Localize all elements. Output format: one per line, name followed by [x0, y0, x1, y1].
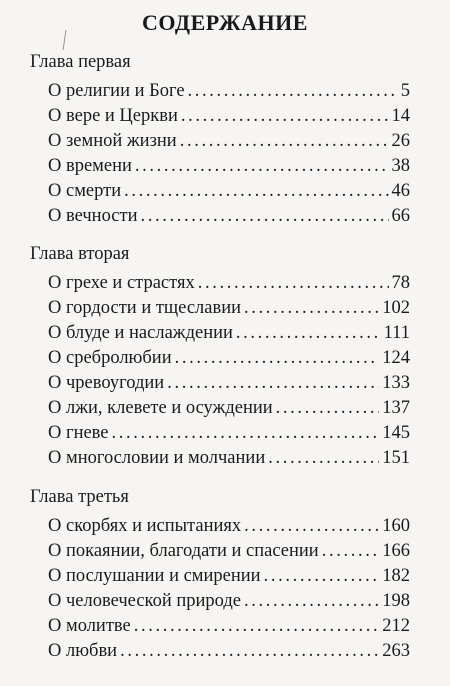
entry-label: О блуде и наслаждении	[48, 323, 233, 343]
toc-entry[interactable]	[48, 80, 410, 102]
entry-page: 212	[382, 616, 410, 636]
leader-dots	[180, 130, 389, 152]
chapter-2-title: Глава вторая	[30, 244, 130, 264]
toc-entry[interactable]	[48, 105, 410, 127]
toc-entry[interactable]	[48, 615, 410, 637]
leader-dots	[134, 615, 379, 637]
entry-page: 46	[391, 181, 410, 201]
toc-entry[interactable]	[48, 422, 410, 444]
leader-dots	[167, 372, 379, 394]
toc-entry[interactable]	[48, 372, 410, 394]
entry-page: 137	[382, 398, 410, 418]
toc-entry[interactable]	[48, 272, 410, 294]
leader-dots	[268, 447, 379, 469]
leader-dots	[244, 297, 379, 319]
leader-dots	[188, 80, 398, 102]
leader-dots	[140, 205, 388, 227]
leader-dots	[175, 347, 380, 369]
entry-label: О послушании и смирении	[48, 566, 261, 586]
entry-page: 151	[382, 448, 410, 468]
toc-entry[interactable]	[48, 397, 410, 419]
leader-dots	[120, 640, 379, 662]
entry-page: 5	[400, 81, 410, 101]
entry-page: 160	[382, 516, 410, 536]
entry-label: О любви	[48, 641, 118, 661]
entry-label: О гордости и тщеславии	[48, 298, 242, 318]
entry-label: О человеческой природе	[48, 591, 242, 611]
entry-page: 124	[382, 348, 410, 368]
toc-entry[interactable]	[48, 640, 410, 662]
leader-dots	[198, 272, 389, 294]
entry-page: 166	[382, 541, 410, 561]
entry-page: 182	[382, 566, 410, 586]
leader-dots	[124, 180, 388, 202]
entry-label: О грехе и страстях	[48, 273, 195, 293]
toc-entry[interactable]	[48, 322, 410, 344]
entry-label: О лжи, клевете и осуждении	[48, 398, 273, 418]
leader-dots	[276, 397, 380, 419]
leader-dots	[236, 322, 381, 344]
leader-dots	[112, 422, 380, 444]
entry-page: 102	[382, 298, 410, 318]
chapter-3-title: Глава третья	[30, 487, 129, 507]
toc-entry[interactable]	[48, 540, 410, 562]
entry-label: О гневе	[48, 423, 109, 443]
toc-entry[interactable]	[48, 180, 410, 202]
chapter-1-title: Глава первая	[30, 52, 131, 72]
entry-label: О смерти	[48, 181, 122, 201]
entry-label: О скорбях и испытаниях	[48, 516, 242, 536]
entry-label: О религии и Боге	[48, 81, 185, 101]
leader-dots	[135, 155, 389, 177]
toc-entry[interactable]	[48, 347, 410, 369]
toc-entry[interactable]	[48, 590, 410, 612]
leader-dots	[181, 105, 389, 127]
entry-page: 66	[391, 206, 410, 226]
leader-dots	[244, 590, 379, 612]
entry-page: 14	[391, 106, 410, 126]
toc-entry[interactable]	[48, 205, 410, 227]
entry-label: О вечности	[48, 206, 138, 226]
leader-dots	[244, 515, 379, 537]
entry-label: О молитве	[48, 616, 131, 636]
entry-label: О вере и Церкви	[48, 106, 178, 126]
entry-label: О покаянии, благодати и спасении	[48, 541, 319, 561]
entry-label: О сребролюбии	[48, 348, 172, 368]
entry-page: 111	[383, 323, 410, 343]
toc-entry[interactable]	[48, 297, 410, 319]
toc-entry[interactable]	[48, 565, 410, 587]
toc-entry[interactable]	[48, 130, 410, 152]
entry-page: 38	[391, 156, 410, 176]
leader-dots	[264, 565, 380, 587]
entry-page: 133	[382, 373, 410, 393]
page-title: СОДЕРЖАНИЕ	[142, 10, 308, 35]
entry-label: О земной жизни	[48, 131, 177, 151]
entry-label: О многословии и молчании	[48, 448, 266, 468]
entry-page: 263	[382, 641, 410, 661]
entry-label: О времени	[48, 156, 132, 176]
entry-page: 145	[382, 423, 410, 443]
entry-page: 198	[382, 591, 410, 611]
toc-entry[interactable]	[48, 515, 410, 537]
entry-page: 26	[391, 131, 410, 151]
toc-entry[interactable]	[48, 447, 410, 469]
leader-dots	[322, 540, 380, 562]
entry-page: 78	[391, 273, 410, 293]
toc-entry[interactable]	[48, 155, 410, 177]
entry-label: О чревоугодии	[48, 373, 165, 393]
